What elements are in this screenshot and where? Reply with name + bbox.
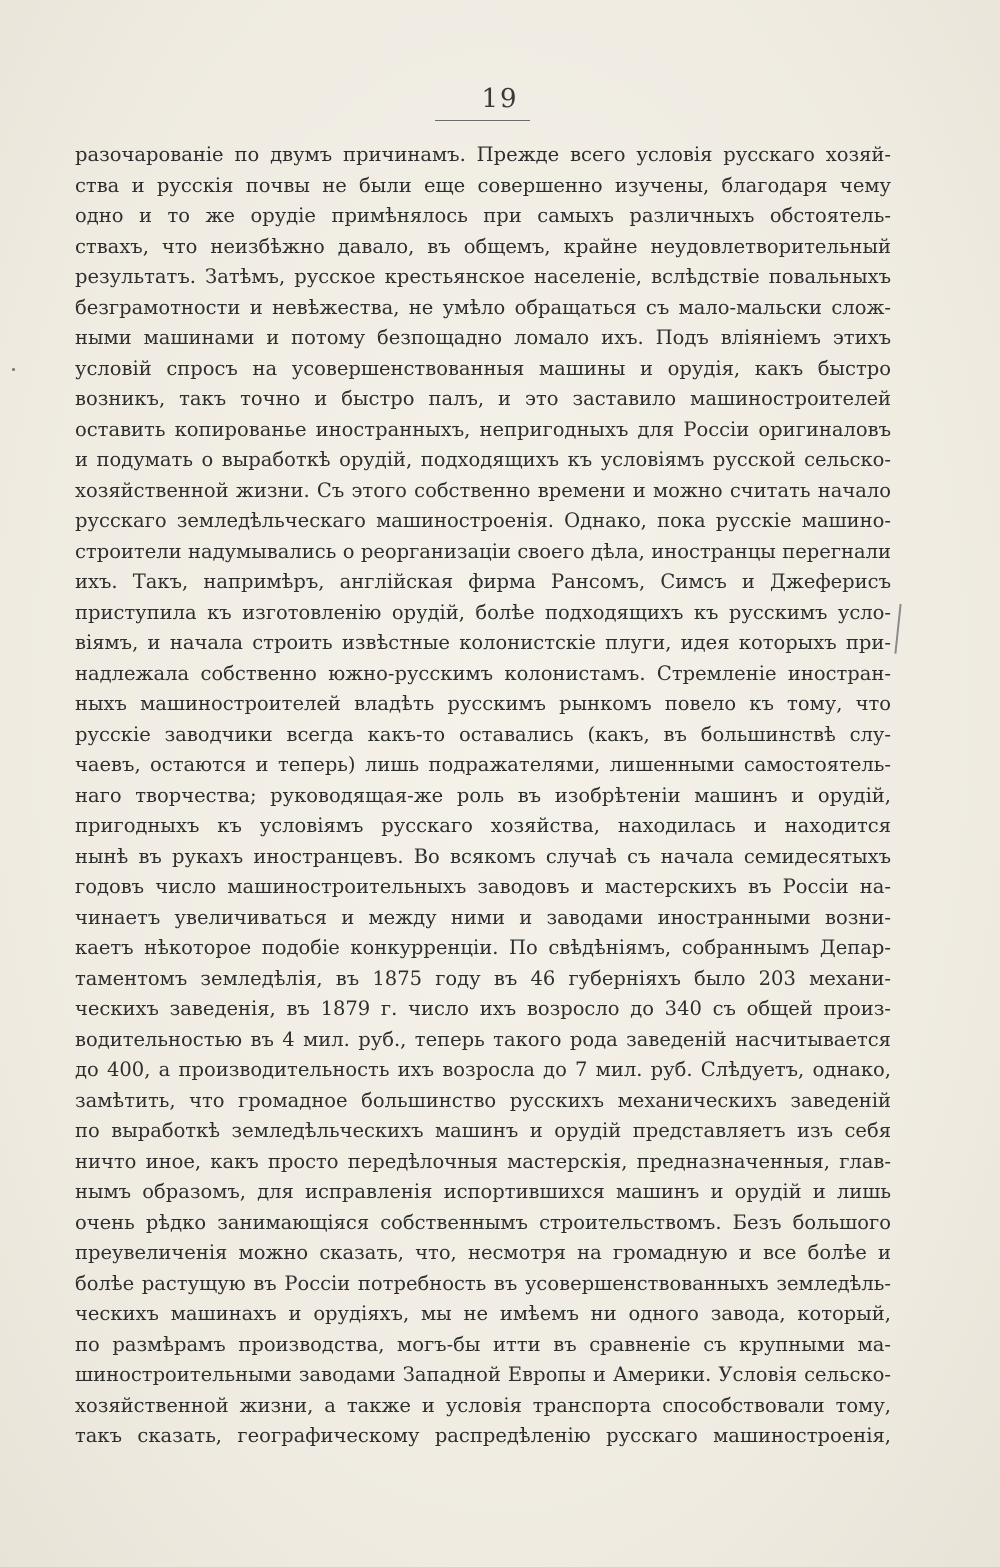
- text-line: по размѣрамъ производства, могъ-бы итти въ сравненіе съ крупными ма-: [75, 1332, 891, 1356]
- text-line: безграмотности и невѣжества, не умѣло обращаться съ мало-мальски слож-: [75, 295, 891, 319]
- text-line: русскіе заводчики всегда какъ-то оставались (какъ, въ большинствѣ слу-: [75, 722, 891, 746]
- body-text: [75, 140, 891, 1452]
- text-line: надлежала собственно южно-русскимъ колонистамъ. Стремленіе иностран-: [75, 661, 891, 685]
- text-line: каетъ нѣкоторое подобіе конкурренціи. По свѣдѣніямъ, собраннымъ Депар-: [75, 936, 891, 959]
- margin-speck: [12, 368, 15, 371]
- text-line: наго творчества; руководящая-же роль въ изобрѣтеніи машинъ и орудій,: [75, 783, 891, 807]
- text-line: ства и русскія почвы не были еще совершенно изучены, благодаря чему: [75, 173, 891, 197]
- text-line: возникъ, такъ точно и быстро палъ, и это заставило машиностроителей: [75, 387, 891, 410]
- page-number-rule: [435, 120, 530, 121]
- text-line: преувеличенія можно сказать, что, несмотря на громадную и все болѣе и: [75, 1241, 891, 1264]
- text-line: одно и то же орудіе примѣнялось при самыхъ различныхъ обстоятель-: [75, 204, 891, 227]
- text-line: болѣе растущую въ Россіи потребность въ усовершенствованныхъ земледѣль-: [75, 1271, 891, 1295]
- text-line: шиностроительными заводами Западной Европы и Америки. Условія сельско-: [75, 1363, 891, 1386]
- text-line: нынѣ въ рукахъ иностранцевъ. Во всякомъ случаѣ съ начала семидесятыхъ: [75, 844, 891, 868]
- margin-pencil-mark: [894, 604, 904, 654]
- text-line: замѣтить, что громадное большинство русскихъ механическихъ заведеній: [75, 1088, 891, 1112]
- text-line: годовъ число машиностроительныхъ заводовъ и мастерскихъ въ Россіи на-: [75, 875, 891, 898]
- text-line: водительностью въ 4 мил. руб., теперь такого рода заведеній насчитывается: [75, 1027, 891, 1051]
- text-line: ческихъ заведенія, въ 1879 г. число ихъ возросло до 340 съ общей произ-: [75, 997, 891, 1020]
- text-line: ствахъ, что неизбѣжно давало, въ общемъ, крайне неудовлетворительный: [75, 234, 891, 258]
- text-line: результатъ. Затѣмъ, русское крестьянское населеніе, вслѣдствіе повальныхъ: [75, 265, 891, 288]
- text-line: строители надумывались о реорганизаціи своего дѣла, иностранцы перегнали: [75, 539, 891, 563]
- text-line: віямъ, и начала строить извѣстные колонистскіе плуги, идея которыхъ при-: [75, 631, 891, 654]
- text-line: такъ сказать, географическому распредѣленію русскаго машиностроенія,: [75, 1424, 891, 1447]
- text-line: разочарованіе по двумъ причинамъ. Прежде всего условія русскаго хозяй-: [75, 143, 891, 166]
- text-line: хозяйственной жизни. Съ этого собственно времени и можно считать начало: [75, 478, 891, 502]
- text-line: ными машинами и потому безпощадно ломало ихъ. Подъ вліяніемъ этихъ: [75, 326, 891, 349]
- text-line: ничто иное, какъ просто передѣлочныя мастерскія, предназначенныя, глав-: [75, 1149, 891, 1173]
- text-line: до 400, а производительность ихъ возросла до 7 мил. руб. Слѣдуетъ, однако,: [75, 1058, 891, 1081]
- text-line: условій спросъ на усовершенствованныя машины и орудія, какъ быстро: [75, 356, 891, 380]
- text-line: и подумать о выработкѣ орудій, подходящихъ къ условіямъ русской сельско-: [75, 448, 891, 471]
- text-line: по выработкѣ земледѣльческихъ машинъ и орудій представляетъ изъ себя: [75, 1119, 891, 1142]
- page-number: 19: [481, 84, 519, 114]
- text-line: пригодныхъ къ условіямъ русскаго хозяйства, находилась и находится: [75, 814, 891, 837]
- text-line: хозяйственной жизни, а также и условія транспорта способствовали тому,: [75, 1393, 891, 1417]
- text-line: таментомъ земледѣлія, въ 1875 году въ 46 губерніяхъ было 203 механи-: [75, 966, 891, 990]
- text-line: русскаго земледѣльческаго машиностроенія. Однако, пока русскіе машино-: [75, 509, 891, 532]
- text-line: ныхъ машиностроителей владѣть русскимъ рынкомъ повело къ тому, что: [75, 692, 891, 715]
- text-line: ческихъ машинахъ и орудіяхъ, мы не имѣемъ ни одного завода, который,: [75, 1302, 891, 1325]
- text-line: очень рѣдко занимающіяся собственнымъ строительствомъ. Безъ большого: [75, 1210, 891, 1234]
- text-line: чаевъ, остаются и теперь) лишь подражателями, лишенными самостоятель-: [75, 753, 891, 776]
- text-line: чинаетъ увеличиваться и между ними и заводами иностранными возни-: [75, 905, 891, 929]
- text-line: нымъ образомъ, для исправленія испортившихся машинъ и орудій и лишь: [75, 1180, 891, 1203]
- text-line: оставить копированье иностранныхъ, непригодныхъ для Россіи оригиналовъ: [75, 417, 891, 441]
- text-line: приступила къ изготовленію орудій, болѣе подходящихъ къ русскимъ усло-: [75, 600, 891, 624]
- text-line: ихъ. Такъ, напримѣръ, англійская фирма Рансомъ, Симсъ и Джеферисъ: [75, 570, 891, 593]
